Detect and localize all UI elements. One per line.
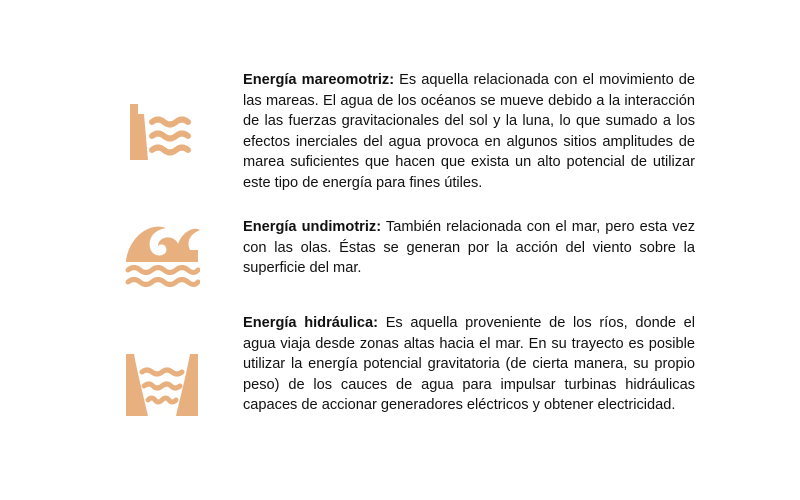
energy-description xyxy=(243,70,695,193)
energy-term: Energía undimotriz: xyxy=(243,219,382,235)
wave-energy-icon xyxy=(124,214,200,290)
energy-description xyxy=(243,217,695,279)
energy-description xyxy=(243,313,695,416)
energy-term: Energía mareomotriz: xyxy=(243,72,395,88)
energy-term: Energía hidráulica: xyxy=(243,315,379,331)
energy-description-text: Es aquella proveniente de los ríos, donde el agua viaja desde zonas altas hacia el mar. En su trayecto es posible utilizar la energía potencial gravitatoria (de cierta manera, su propio peso) de los cauces de agua para impulsar turbinas hidráulicas capaces de accionar generadores eléctricos y obtener electricidad. xyxy=(243,315,696,413)
energy-description-text: También relacionada con el mar, pero esta vez con las olas. Éstas se generan por la acción del viento sobre la superficie del mar. xyxy=(243,219,695,276)
tidal-energy-icon xyxy=(124,96,200,172)
hydraulic-energy-icon xyxy=(124,346,200,422)
energy-description-text: Es aquella relacionada con el movimiento de las mareas. El agua de los océanos se mueve debido a la interacción de las fuerzas gravitacionales del sol y la luna, lo que sumado a los efectos inerciales del agua provoca en algunos sitios amplitudes de marea suficientes que hacen que exista un alto potencial de utilizar este tipo de energía para fines útiles. xyxy=(243,72,696,191)
